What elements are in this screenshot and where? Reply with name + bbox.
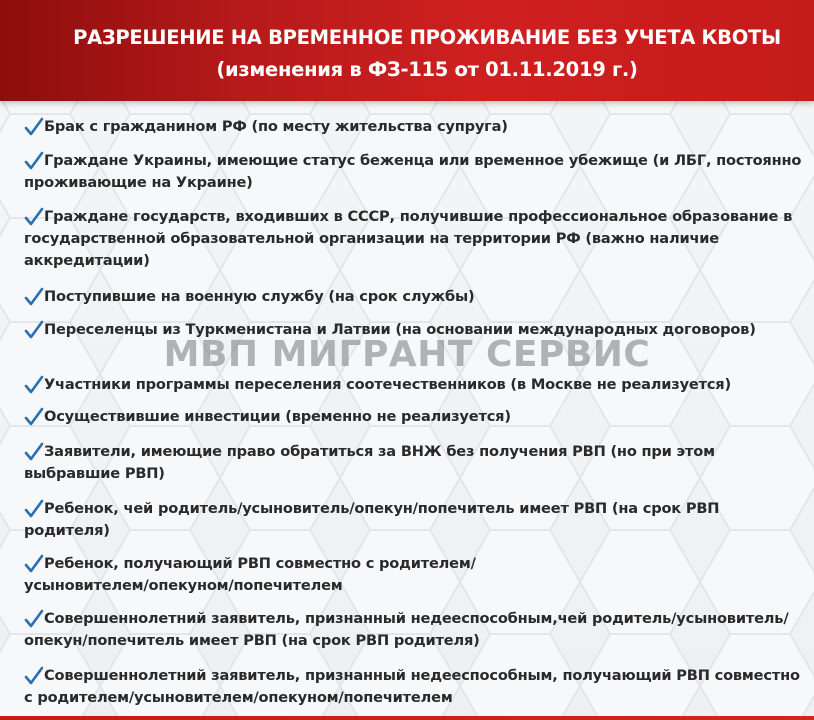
list-item-text: Совершеннолетний заявитель, признанный недееспособным,чей родитель/усыновитель/опекун/попечитель имеет РВП (на срок РВП родителя)	[24, 610, 789, 649]
checkmark-icon	[24, 553, 44, 575]
list-item-text: Осуществившие инвестиции (временно не реализуется)	[44, 408, 511, 425]
checkmark-icon	[24, 150, 44, 172]
checkmark-icon	[24, 665, 44, 687]
list-item	[24, 553, 804, 597]
list-item	[24, 116, 804, 138]
list-item-text: Ребенок, получающий РВП совместно с родителем/усыновителем/опекуном/попечителем	[24, 555, 476, 594]
list-item-text: Участники программы переселения соотечественников (в Москве не реализуется)	[44, 376, 731, 393]
list-item	[24, 150, 804, 194]
list-item	[24, 608, 804, 652]
list-item-text: Граждане государств, входивших в СССР, получившие профессиональное образование в государственной образовательной организации на территории РФ (важно наличие аккредитации)	[24, 208, 793, 269]
list-item-text: Ребенок, чей родитель/усыновитель/опекун/попечитель имеет РВП (на срок РВП родителя)	[24, 500, 720, 539]
checkmark-icon	[24, 441, 44, 463]
list-item-text: Граждане Украины, имеющие статус беженца или временное убежище (и ЛБГ, постоянно проживающие на Украине)	[24, 152, 802, 191]
list-item-text: Заявители, имеющие право обратиться за ВНЖ без получения РВП (но при этом выбравшие РВП)	[24, 443, 715, 482]
checkmark-icon	[24, 608, 44, 630]
bottom-accent-bar	[0, 716, 814, 720]
header-banner	[0, 0, 814, 101]
checkmark-icon	[24, 116, 44, 138]
watermark-text: МВП МИГРАНТ СЕРВИС	[163, 334, 651, 375]
list-item	[24, 498, 804, 542]
list-item	[24, 665, 804, 709]
list-item-text: Совершеннолетний заявитель, признанный недееспособным, получающий РВП совместно с родителем/усыновителем/опекуном/попечителем	[24, 667, 800, 706]
list-item-text: Брак с гражданином РФ (по месту жительства супруга)	[44, 118, 508, 135]
checkmark-icon	[24, 374, 44, 396]
list-item	[24, 374, 804, 396]
page-subtitle: (изменения в ФЗ-115 от 01.11.2019 г.)	[216, 58, 638, 81]
checkmark-icon	[24, 498, 44, 520]
list-item	[24, 441, 804, 485]
checkmark-icon	[24, 286, 44, 308]
checkmark-icon	[24, 406, 44, 428]
list-item-text: Поступившие на военную службу (на срок службы)	[44, 288, 475, 305]
list-item	[24, 206, 804, 272]
list-item	[24, 286, 804, 308]
list-item-text: Переселенцы из Туркменистана и Латвии (на основании международных договоров)	[44, 321, 756, 338]
checkmark-icon	[24, 206, 44, 228]
page-title: РАЗРЕШЕНИЕ НА ВРЕМЕННОЕ ПРОЖИВАНИЕ БЕЗ УЧЕТА КВОТЫ	[73, 26, 781, 49]
list-item	[24, 406, 804, 428]
